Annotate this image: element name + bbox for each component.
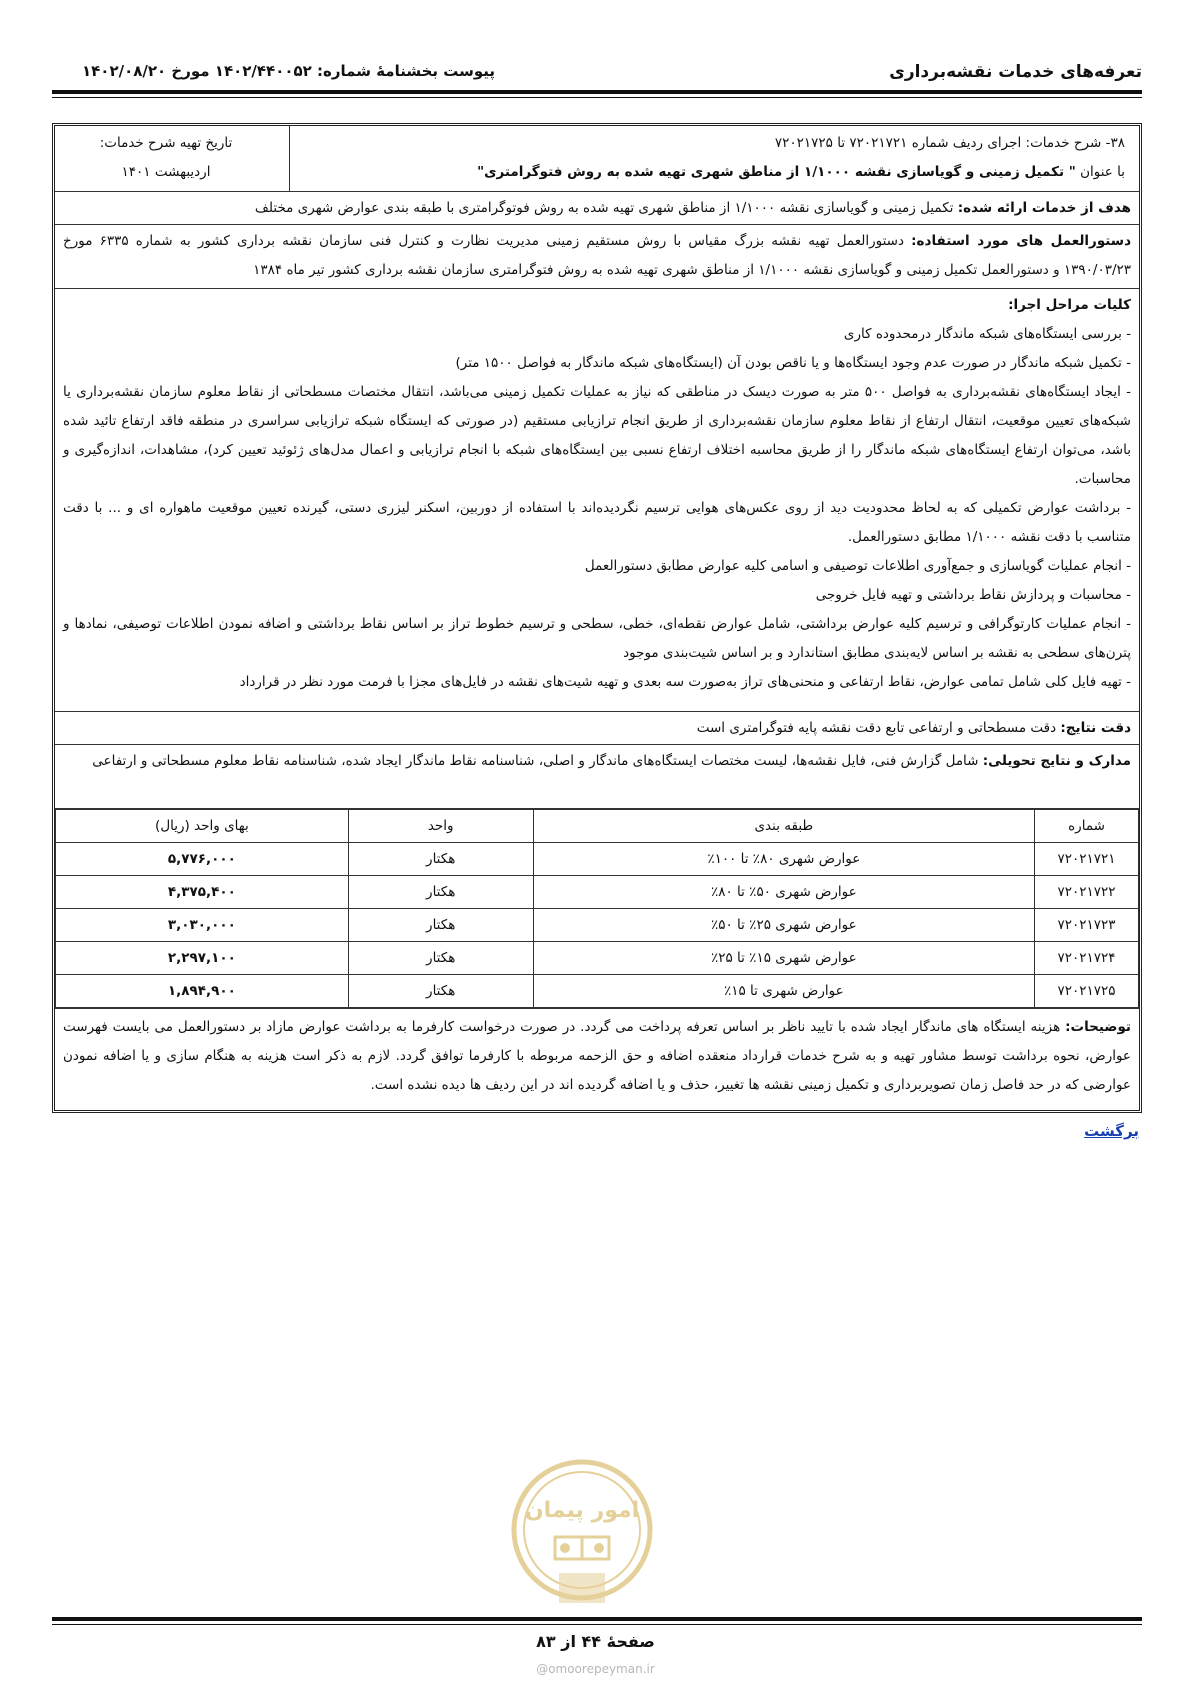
seal-icon	[507, 1455, 657, 1615]
step-item: - تهیه فایل کلی شامل تمامی عوارض، نقاط ارتفاعی و منحنی‌های تراز به‌صورت سه بعدی و تهیه شیت‌های نقشه در فایل‌های مجزا با فرمت مورد نظر در قرارداد	[239, 674, 1131, 690]
table-row	[56, 876, 1139, 909]
service-sheet	[52, 123, 1142, 1113]
service-description-cell	[289, 126, 1139, 192]
row-unit: هکتار	[348, 843, 533, 876]
row-category: عوارض شهری ۲۵٪ تا ۵۰٪	[533, 909, 1034, 942]
step-item: - ایجاد ایستگاه‌های نقشه‌برداری به فواصل ۵۰۰ متر به صورت دیسک در مناطقی که نیاز به عملیات تکمیل زمینی می‌باشد، انتقال مختصات مسطحاتی از نقاط معلوم سازمان نقشه‌برداری یا شبکه‌های تعیین موقعیت، انتقال ارتفاع از نقاط معلوم سازمان نقشه‌برداری از طریق انجام ترازیابی مستقیم (در صورتی که ایستگاه شبکه ترازیابی سراسری در منطقه فاقد ارتفاع تائید شده باشد، می‌توان ارتفاع ایستگاه‌های شبکه ماندگار را از طریق محاسبه اختلاف ارتفاع نسبی بین ایستگاه‌های شبکه با انجام ترازیابی و اعمال مدل‌های ژئوئید تعیین کرد)، مشاهدات، اندازه‌گیری و محاسبات.	[63, 384, 1131, 487]
header-rule-thin	[52, 97, 1142, 98]
table-row	[56, 942, 1139, 975]
document-title: تعرفه‌های خدمات نقشه‌برداری	[889, 62, 1142, 82]
row-price: ۴,۳۷۵,۴۰۰	[56, 876, 349, 909]
accuracy-row	[55, 712, 1139, 745]
step-item: - انجام عملیات کارتوگرافی و ترسیم کلیه عوارض برداشتی، شامل عوارض نقطه‌ای، خطی، سطحی و ترسیم خطوط تراز بر اساس نقاط برداشتی و اضافه نمودن اطلاعات توصیفی، نمادها و پترن‌های سطحی به نقشه بر اساس لایه‌بندی مطابق استاندارد و بر اساس شیت‌بندی موجود	[63, 616, 1131, 661]
row-price: ۲,۲۹۷,۱۰۰	[56, 942, 349, 975]
service-description: ۳۸- شرح خدمات: اجرای ردیف شماره ۷۲۰۲۱۷۲۱ تا ۷۲۰۲۱۷۲۵	[774, 135, 1125, 151]
steps-label: کلیات مراحل اجرا:	[1008, 297, 1131, 313]
row-price: ۵,۷۷۶,۰۰۰	[56, 843, 349, 876]
header-price: بهای واحد (ریال)	[56, 810, 349, 843]
page-number: صفحۀ ۴۴ از ۸۳	[536, 1632, 655, 1651]
row-code: ۷۲۰۲۱۷۲۵	[1035, 975, 1139, 1008]
row-unit: هکتار	[348, 942, 533, 975]
prep-date: اردیبهشت ۱۴۰۱	[121, 164, 211, 180]
header-category: طبقه بندی	[533, 810, 1034, 843]
row-price: ۱,۸۹۴,۹۰۰	[56, 975, 349, 1008]
deliverables-text: شامل گزارش فنی، فایل نقشه‌ها، لیست مختصات ایستگاه‌های ماندگار و اصلی، شناسنامه نقاط ماندگار ایجاد شده، شناسنامه نقاط معلوم مسطحاتی و ارتفاعی	[92, 753, 979, 769]
row-category: عوارض شهری تا ۱۵٪	[533, 975, 1034, 1008]
header-unit: واحد	[348, 810, 533, 843]
step-item: - تکمیل شبکه ماندگار در صورت عدم وجود ایستگاه‌ها و یا ناقص بودن آن (ایستگاه‌های شبکه ماندگار به فواصل ۱۵۰۰ متر)	[455, 355, 1131, 371]
annex-reference: پیوست بخشنامۀ شماره: ۱۴۰۲/۴۴۰۰۵۲ مورخ ۱۴۰۲/۰۸/۲۰	[82, 62, 496, 80]
notes-row	[55, 1008, 1139, 1112]
back-link[interactable]: برگشت	[1084, 1122, 1139, 1140]
seal-logo	[507, 1455, 657, 1615]
service-title-prefix: با عنوان	[1080, 164, 1125, 180]
watermark: @omoorepeyman.ir	[536, 1662, 655, 1676]
row-code: ۷۲۰۲۱۷۲۴	[1035, 942, 1139, 975]
instructions-label: دستورالعمل های مورد استفاده:	[911, 233, 1132, 249]
deliverables-label: مدارک و نتایج تحویلی:	[982, 753, 1131, 769]
prep-date-label: تاریخ تهیه شرح خدمات:	[99, 135, 233, 151]
goal-row	[55, 192, 1139, 225]
footer-rule-thin	[52, 1624, 1142, 1625]
table-row	[56, 975, 1139, 1008]
page-header	[52, 56, 1142, 90]
price-table-header	[56, 810, 1139, 843]
row-unit: هکتار	[348, 909, 533, 942]
header-rule	[52, 90, 1142, 94]
row-price: ۳,۰۳۰,۰۰۰	[56, 909, 349, 942]
step-item: - انجام عملیات گویاسازی و جمع‌آوری اطلاعات توصیفی و اسامی کلیه عوارض مطابق دستورالعمل	[584, 558, 1131, 574]
table-row	[56, 909, 1139, 942]
service-title-line	[298, 158, 1125, 187]
step-item: - محاسبات و پردازش نقاط برداشتی و تهیه فایل خروجی	[815, 587, 1131, 603]
prep-date-cell	[55, 126, 277, 192]
row-code: ۷۲۰۲۱۷۲۱	[1035, 843, 1139, 876]
row-unit: هکتار	[348, 876, 533, 909]
accuracy-label: دقت نتایج:	[1060, 720, 1131, 736]
svg-text:امور پیمان: امور پیمان	[524, 1498, 640, 1523]
footer-rule	[52, 1617, 1142, 1621]
instructions-text: دستورالعمل تهیه نقشه بزرگ مقیاس با روش مستقیم زمینی مدیریت نظارت و کنترل فنی سازمان نقشه برداری کشور به شماره ۶۳۳۵ مورخ ۱۳۹۰/۰۳/۲۳ و دستورالعمل تکمیل زمینی و گویاسازی نقشه ۱/۱۰۰۰ از مناطق شهری تهیه شده به روش فتوگرامتری سازمان نقشه برداری کشور تیر ماه ۱۳۸۴	[63, 233, 1131, 278]
table-row	[56, 843, 1139, 876]
service-header-row	[55, 126, 1139, 192]
price-table	[55, 809, 1139, 1008]
row-unit: هکتار	[348, 975, 533, 1008]
header-code: شماره	[1035, 810, 1139, 843]
goal-label: هدف از خدمات ارائه شده:	[957, 200, 1131, 216]
accuracy-text: دقت مسطحاتی و ارتفاعی تابع دقت نقشه پایه فتوگرامتری است	[696, 720, 1057, 736]
step-item: - بررسی ایستگاه‌های شبکه ماندگار درمحدوده کاری	[843, 326, 1131, 342]
row-code: ۷۲۰۲۱۷۲۲	[1035, 876, 1139, 909]
row-category: عوارض شهری ۸۰٪ تا ۱۰۰٪	[533, 843, 1034, 876]
service-title: " تکمیل زمینی و گویاسازی نقشه ۱/۱۰۰۰ از مناطق شهری تهیه شده به روش فتوگرامتری"	[477, 164, 1076, 180]
row-code: ۷۲۰۲۱۷۲۳	[1035, 909, 1139, 942]
steps-row	[55, 289, 1139, 712]
instructions-row	[55, 225, 1139, 289]
row-category: عوارض شهری ۱۵٪ تا ۲۵٪	[533, 942, 1034, 975]
notes-label: توضیحات:	[1065, 1019, 1131, 1035]
deliverables-row	[55, 745, 1139, 809]
goal-text: تکمیل زمینی و گویاسازی نقشه ۱/۱۰۰۰ از مناطق شهری تهیه شده به روش فوتوگرامتری با طبقه بندی عوارض شهری مختلف	[254, 200, 954, 216]
step-item: - برداشت عوارض تکمیلی که به لحاظ محدودیت دید از روی عکس‌های هوایی ترسیم نگردیده‌اند با استفاده از دوربین، اسکنر لیزری دستی، گیرنده تعیین موقعیت ماهواره ای و ... با دقت متناسب با دقت نقشه ۱/۱۰۰۰ مطابق دستورالعمل.	[63, 500, 1131, 545]
notes-text: هزینه ایستگاه های ماندگار ایجاد شده با تایید ناظر بر اساس تعرفه پرداخت می گردد. در صورت درخواست کارفرما به برداشت عوارض مازاد بر دستورالعمل می بایست فهرست عوارض، نحوه برداشت توسط مشاور تهیه و به شرح خدمات قرارداد منعقده اضافه و حق الزحمه مربوطه با کارفرما توافق گردد. لازم به ذکر است هزینه به هنگام سازی و یا اضافه نمودن عوارضی که در حد فاصل زمان تصویربرداری و تکمیل زمینی نقشه ها تغییر، حذف و یا اضافه گردیده اند در این ردیف ها دیده نشده است.	[63, 1019, 1131, 1093]
row-category: عوارض شهری ۵۰٪ تا ۸۰٪	[533, 876, 1034, 909]
